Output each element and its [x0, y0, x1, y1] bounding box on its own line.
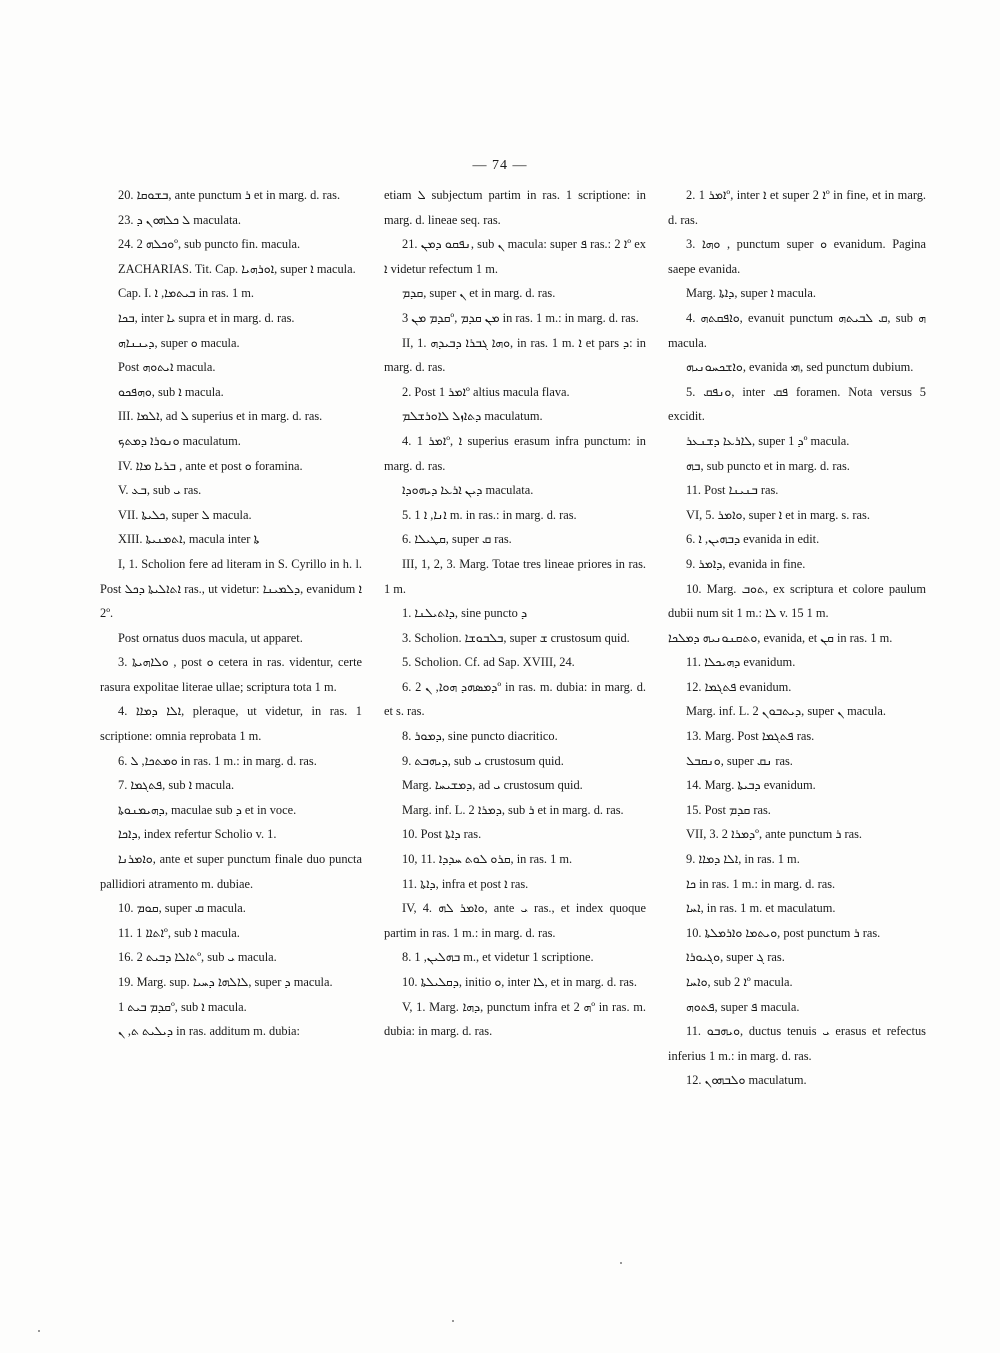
note-entry: V, 1. Marg. ܕܗܐ, punctum infra et ܗ 2º in ras. m. dubia: in marg. d. ras.	[384, 999, 646, 1039]
print-speck	[38, 1330, 40, 1332]
note-entry: 11. ܕܗܝܟܠܐ evanidum.	[686, 655, 796, 670]
note-entry: ܘܢܩܒܠ, super ܢܩ ras.	[686, 753, 793, 768]
note-entry: ܠܐܪܥܐ ܕܫܢܥܪ, super ܕ 1º macula.	[686, 433, 850, 448]
note-entry: ܩܕܡ, super ܢ et in marg. d. ras.	[402, 286, 556, 301]
note-entry: 10. ܕܩܠܝܠܬܐ, initio ܘ, inter ܠܐ, et in marg. d. ras.	[402, 975, 637, 989]
note-entry: ܘܐܫܟܚܘܢܝܗ, evanida ܗܝ, sed punctum dubium.	[686, 360, 914, 375]
note-entry: ܩܕܡ ܡܢ 3º, ܡܢ ܩܕܡ in ras. 1 m.: in marg. d. ras.	[402, 310, 639, 325]
note-entry: 21. ܢܦܩܘ ܕܡܢ, sub ܢ macula: super ܦ ras.: ܐ 2º ex ܐ videtur refectum 1 m.	[384, 237, 646, 276]
note-entry: etiam ܠ subjectum partim in ras. 1 scriptione: in marg. d. lineae seq. ras.	[384, 188, 646, 227]
note-entry: 16. ܬܐܠܐ ܕܒܝܬ 2º, sub ܝ macula.	[118, 950, 277, 965]
note-entry: II, 1. ܘܗܐ ܓܒܪܐ ܕܒܝܕܗ, in ras. 1 m. ܐ et pars ܕ: in marg. d. ras.	[384, 335, 647, 375]
note-entry: 19. Marg. sup. ܠܐܠܗܐ ܕܚܝܐ, super ܕ macula.	[118, 975, 333, 989]
note-entry: Marg. inf. L. 2 ܕܡܪܐ, sub ܪ et in marg. d. ras.	[402, 802, 624, 817]
note-entry: 15. Post ܩܕܡ ras.	[686, 802, 771, 817]
note-entry: 1. ܕܐܬܝܠܢܐ, sine puncto ܕ	[402, 606, 528, 621]
note-entry: III, 1, 2, 3. Marg. Totae tres lineae priores in ras. 1 m.	[384, 556, 646, 596]
note-entry: III. ܐܠܡܐ, ad ܠ superius et in marg. d. ras.	[118, 409, 323, 424]
note-entry: 23. ܠ ܟܠܗܘܢ ܕ maculata.	[118, 212, 242, 227]
note-entry: VII. ܟܠܝܬܐ, super ܠ macula.	[118, 507, 252, 522]
note-entry: XIII. ܐܬܡܢܝܬܐ, macula inter ܬܐ	[118, 532, 260, 547]
note-entry: ܕܐܟܐ, index refertur Scholio v. 1.	[118, 827, 277, 842]
note-entry: Cap. I. ܒܝܬܡܐ, ܐ in ras. 1 m.	[118, 286, 255, 301]
note-entry: ܘܐܡܪܢܐ, ante et super punctum finale duo puncta pallidiori atramento m. dubiae.	[100, 852, 362, 891]
note-entry: 3. Scholion. ܒܠܒܘܫܐ, super ܫ crustosum quid.	[402, 630, 630, 645]
note-entry: 14. Marg. ܕܒܝܬܐ evanidum.	[686, 778, 816, 793]
note-entry: 9. ܐܠܐ ܕܡܐܐ, in ras. 1 m.	[686, 852, 800, 867]
note-entry: ܘܬܩܢܘܢܝܗ ܕܡܠܟܐ, evanida, et ܩܢ in ras. 1 m.	[668, 630, 893, 645]
note-entry: 10. ܩܘܡ, super ܩ macula.	[118, 901, 246, 916]
note-entry: 20. ܒܫܘܩܐ, ante punctum ܪ et in marg. d. ras.	[118, 188, 341, 202]
note-entry: ܘܓܝܘܪܐ, super ܓ ras.	[686, 950, 785, 965]
note-entry: 2. ܐܡܪ 1º, inter ܐ et super ܐ 2º in fine, et in marg. d. ras.	[668, 188, 927, 227]
note-entry: ܒܗ, sub puncto et in marg. d. ras.	[686, 458, 850, 473]
note-entry: ܩܕܡ ܒܝܬ 1º, sub ܐ macula.	[118, 999, 247, 1014]
page-number: — 74 —	[472, 158, 528, 173]
note-entry: VII, 3. ܕܡܪܐ 2º, ante punctum ܪ ras.	[686, 827, 863, 842]
note-entry: 24. ܘܟܠܗ 2º, sub puncto fin. macula.	[118, 237, 301, 252]
note-entry: IV. ܒܪܝܐ ܡܐܐ , ante et post ܘ foramina.	[118, 458, 303, 473]
note-entry: ܘܐܚܐ, sub ܐ 2º macula.	[686, 975, 793, 989]
note-entry: 6. ܕܡܣܗܕ ܗܘܐ, ܢ 2º in ras. m. dubia: in marg. d. et s. ras.	[384, 679, 646, 719]
note-entry: ZACHARIAS. Tit. Cap. ܐܘܪܗܝܐ, super ܐ macula.	[118, 261, 356, 276]
note-entry: 5. ܐܢܐ, ܐ 1 m. in ras.: in marg. d. ras.	[402, 507, 577, 522]
note-entry: Marg. ܕܡܫܝܚܐ, ad ܝ crustosum quid.	[402, 778, 583, 793]
note-entry: ܐܚܐ, in ras. 1 m. et maculatum.	[686, 901, 836, 916]
note-entry: 6. ܩܛܝܠܐ, super ܩ ras.	[402, 532, 512, 547]
note-entry: ܘܢܘܪܐ ܕܡܬܟ maculatum.	[118, 433, 241, 448]
note-entry: 11. Post ܒܢܝܢܐ ras.	[686, 483, 779, 498]
note-entry: 8. ܕܡܘܪ, sine puncto diacritico.	[402, 729, 558, 744]
note-entry: 4. ܐܡܪ 1º, ܐ superius erasum infra punctum: in marg. d. ras.	[384, 433, 646, 473]
note-entry: ܕܝܢ ܐܪܥܐ ܕܝܗܘܕܐ maculata.	[402, 483, 534, 498]
note-entry: Post ܐܝܬܘܗ macula.	[118, 360, 216, 375]
note-entry: 9. ܕܐܡܪ, evanida in fine.	[686, 556, 806, 571]
note-entry: Post ornatus duos macula, ut apparet.	[118, 630, 303, 645]
note-entry: 8. ܒܗܠܝܢ, 1 m., et videtur 1 scriptione.	[402, 950, 594, 965]
note-entry: 11. ܐܬܐܐ 1º, sub ܐ macula.	[118, 925, 240, 940]
note-entry: I, 1. Scholion fere ad literam in S. Cyrillo in h. l. Post ܐܬܐܠܝܬܐ ܕܟܠ ras., ut videtur: ܕܠܡܝܢܐ, evanidum ܐ 2º.	[100, 556, 362, 621]
note-entry: IV, 4. ܘܐܡܪ ܠܗ, ante ܝ ras., et index quoque partim in ras. 1 m.: in marg. d. ras.	[384, 901, 646, 940]
note-entry: 4. ܘܐܦܩܬܗ, evanuit punctum ܩ ܠܒܝܬܗ, sub ܗ macula.	[668, 310, 926, 350]
note-entry: 4. ܐܠܐ ܕܡܐܐ, pleraque, ut videtur, in ras. 1 scriptione: omnia reprobata 1 m.	[100, 704, 363, 744]
middle-column	[384, 183, 646, 1044]
note-entry: ܦܬܘܗ, super ܦ macula.	[686, 999, 800, 1014]
note-entry: VI, 5. ܘܐܡܪ, super ܐ et in marg. s. ras.	[686, 507, 870, 522]
note-entry: 9. ܕܝܗܒܬ, sub ܝ crustosum quid.	[402, 753, 564, 768]
note-entry: ܒܟܐ, inter ܝܐ supra et in marg. d. ras.	[118, 310, 295, 325]
note-entry: 10. Post ܕܐܬܐ ras.	[402, 827, 482, 842]
note-entry: 3. ܘܗܐ , punctum super ܘ evanidum. Pagina saepe evanida.	[668, 237, 926, 276]
note-entry: 10. Marg. ܬܘܒ, ex scriptura et colore paulum dubii num sit 1 m.: ܠܐ v. 15 1 m.	[668, 581, 926, 621]
note-entry: Marg. inf. L. 2 ܕܝܬܒܘܢ, super ܢ macula.	[686, 704, 887, 719]
note-entry: 13. Marg. Post ܦܬܓܡܐ ras.	[686, 729, 815, 744]
note-entry: ܕܝܢܢܐܗ, super ܘ macula.	[118, 335, 240, 350]
note-entry: 6. ܕܒܗܝܢ, ܐ evanida in edit.	[686, 532, 820, 547]
note-entry: 12. ܘܠܒܗܘܢ maculatum.	[686, 1073, 807, 1088]
note-entry: 10. ܘܝܬܡܐ ܘܐܪܡܠܬܐ, post punctum ܪ ras.	[686, 925, 881, 940]
note-entry: ܕܗܝܡܢܘܬܐ, maculae sub ܕ et in voce.	[118, 802, 297, 817]
note-entry: 10, 11. ܩܪܘ ܠܘܬ ܚܕܕܐ, in ras. 1 m.	[402, 852, 573, 867]
note-entry: 12. ܦܬܓܡܐ evanidum.	[686, 679, 792, 694]
note-entry: 5. ܘܢܦܩ, inter ܦܩ foramen. Nota versus 5 excidit.	[668, 384, 927, 424]
note-entry: 3. ܘܠܐܗܝܬܐ , post ܘ cetera in ras. videntur, certe rasura expolitae literae ullae; scriptura tota 1 m.	[100, 655, 363, 694]
print-speck	[620, 1262, 622, 1264]
note-entry: 7. ܦܬܓܡܐ, sub ܐ macula.	[118, 778, 235, 793]
note-entry: 6. ܘܡܬܟܐ, ܠ in ras. 1 m.: in marg. d. ras.	[118, 753, 317, 768]
note-entry: Marg. ܕܐܬܐ, super ܐ macula.	[686, 286, 816, 301]
print-speck	[452, 1320, 454, 1322]
note-entry: 5. Scholion. Cf. ad Sap. XVIII, 24.	[402, 655, 575, 670]
note-entry: ܘܗܦܟܘ, sub ܐ macula.	[118, 384, 224, 399]
note-entry: 11. ܘܝܗܒܘ, ductus tenuis ܝ erasus et refectus inferius 1 m.: in marg. d. ras.	[668, 1024, 926, 1063]
note-entry: 2. Post ܐܡܪ 1º altius macula flava.	[402, 384, 570, 399]
note-entry: ܟܐ in ras. 1 m.: in marg. d. ras.	[686, 876, 836, 891]
left-column	[100, 183, 362, 1044]
note-entry: ܕܬܐܙܠ ܠܐܘܪܫܠܡ maculatum.	[402, 409, 543, 424]
note-entry: ܕܝܠܝܬ ܬ, ܢ in ras. additum m. dubia:	[118, 1024, 300, 1039]
note-entry: 11. ܕܐܬܐ, infra et post ܐ ras.	[402, 876, 529, 891]
note-entry: V. ܒܥ, sub ܝ ras.	[118, 483, 202, 498]
right-column	[668, 183, 926, 1093]
